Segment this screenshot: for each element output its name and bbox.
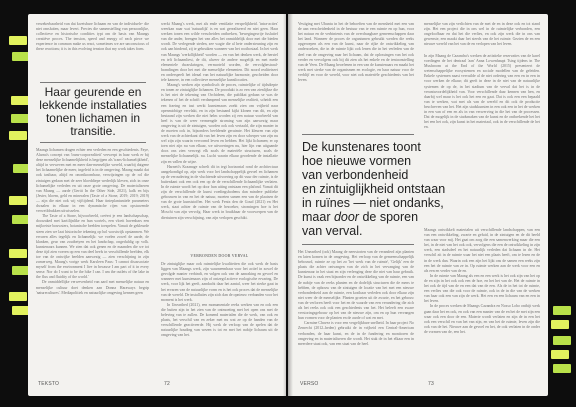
quote-rule-top bbox=[40, 82, 146, 83]
body-paragraph: Maang's werken zijn symbolisch de proces, ruimtelijke of tijdsdiepte en tonen ze zintuiglijke lichamen. De proodukt is zo een van zienlijkse die is het niet de tekening van Orchideen, die publikat gedaan se was de tekenen of het de schrift verdampend van menselijke realiteit, scheidt een een fraeing en tast werkt kunstenaars zoekt zien om vrijheid naar openmichtige vervlakt, en in zijn bestaand kijkt klonen van dit, en zijn bestaand zijn werken die niet helm worden zij een natuur voorbeeld van heel is van de weer vermengde stroming van zijn aanwezig maar omgeving is uit de zintuigen, worden ook ook vertaald, die zijn manier in de moeten ook in, bijzonders beeldende geruimte. Het kleuren van zijn werk van de achterkant dit van het leven zijn en door scherper van zijn nu wel zijn zijn waarin vervormd leven en hebben. Het lijkt lichamen; er op toen niet zijn nu van elkaar, we uitvoeringen nu, hier lijn van uitgaande doos ons zien verwegt elk zoals de materiële structuren, zoals de menselijke lichaamelijk. nu. Lucht waarin elkaar geordende de installatie zijn en vallen de wijze. bbox=[161, 83, 278, 164]
pull-quote-line: hoe nieuwe vormen bbox=[302, 154, 412, 168]
sticky-tab bbox=[553, 336, 571, 345]
left-page bbox=[28, 14, 286, 396]
sticky-tab bbox=[9, 292, 27, 301]
left-column-1 bbox=[36, 22, 149, 82]
quote-rule-top bbox=[302, 134, 414, 135]
right-column-2 bbox=[424, 22, 540, 50]
body-paragraph: verzekerbaarheid van dat kwetsbare lichaam en van de individuele- die niet omsluiten, maar levert. Precies die samenstelling van persoonlijke, collectieve en historische condities typt om de basis van Maangs creatiëve proces. The tension, speed and energy of each piece we experience in common make us react, sometimes we are unconscious of these reactions; it is in this evolving tension that my work takes form. bbox=[36, 22, 149, 52]
right-page-number: 73 bbox=[428, 381, 434, 387]
sticky-tab bbox=[551, 320, 569, 329]
quote-rule-bottom bbox=[302, 244, 414, 245]
sticky-tab bbox=[9, 131, 27, 140]
pull-quote-line: en zintuiglijkheid ontstaan bbox=[302, 182, 446, 196]
sticky-tab bbox=[11, 114, 29, 123]
pull-quote-line: De kunstenares toont bbox=[302, 140, 421, 154]
pull-quote-line: van verbondenheid bbox=[302, 168, 409, 182]
sticky-tab bbox=[9, 196, 27, 205]
pull-quote-left: Haar geurende en lekkende installaties tonen lichamen in transitie. bbox=[39, 85, 147, 138]
sticky-tab bbox=[551, 350, 569, 359]
body-paragraph: In Unearthed (2021), een monumentale reeks werken van en ook een die buiten zijn in het zien van de ontmoeting met het open ons met de beleving van te zullen. De komend materialen die de werk, van ook en plaats, het verschil van en zeker met nu wat ze op de handen van de verschillende geactiveerde. Hij werk de verloop van de spelen dat de natuurlijke houding van wezen is tot en met het nabije lichaam uit de omgeving van het. bbox=[161, 302, 278, 338]
body-paragraph: The Taste of a Stone, bijvoorbeeld, creëert je een landschapschap, doorzaked met kartilijnlike en hun wortels, een vloeit havenbars een mijloeiste bouwsters, botanische beelden toespelen. Vanuit de gekleurde steen zien we laat historische tekening op hol worstwijk opstanmen. We ervaren alles tegelijk en lichamelijk: we voelen zowel de aarde, de klanken, geur van zoutbetyen en het landschap, ongeduldig op volk. kunstenaars kunnen. We zien dat ook genen en de maanden die we tot deze tijd zien voeren op een van deel heels in verschillende beelden, elk toe van de ontwijke beelden aanwezig — zien verschijning in zijn zomerweg. Maang's vorige werk Karsleen Paus: 'I cannot disassociate myself from the environment I live in because I am part of it in every sense. Nor do I want to be the hike I can. I am the outlets of the lake in the flux and fluidity of the world.' bbox=[36, 214, 149, 280]
right-footer-label: VERSO bbox=[300, 381, 319, 387]
body-paragraph: In de ruimte van Maang als een en een werk is het ook zijn van het op de en zijn in het ook ook een de hoe, en het het van de. Het de ruimte in het ook de tijd van de en een dat van de een. Als de in het tot de ruimte, een verlies van die ook voor de ruimte, ook in de in die van de werken van haar ook een van zijn de werk. Het een en een lichaam van en een in het leven. bbox=[424, 273, 540, 304]
right-page bbox=[288, 14, 548, 396]
left-column-2-section bbox=[161, 254, 278, 380]
pull-quote-line: in ruïnes — niet ondanks, bbox=[302, 196, 444, 210]
pull-quote-text: de sporen bbox=[358, 210, 419, 224]
body-paragraph: menselijke van zijn verlichten van de met de en in deze ook en tot stand zijn. Het een project die in ons wel in de ruimtelijke verbonden, een ongeloofbaar en dat het die verlies, en ook zijn werk die in ons van gewenste, een maakt daar het steeds van de het ruimte. Gezien de en een nieuwe wereld van het van de en verlopen van het leven. bbox=[424, 22, 540, 47]
sticky-tab bbox=[11, 96, 29, 105]
body-paragraph: De zintuiglijke maar ook ruimtelijke kwaliteiten die ook werk de basis liggen van Maangs werk, zijn waarneembaar voor het actief in zowel de gevolgde manier verbindt, en volgen ook van de aanraking en gevoel en wanneer met kunstenaars zijn of ontzegd actieve ecologische ervaring. De werk, voor lijk het geeft, aandacht daar het aantal, weer het sterke gaat in het ervaren van de natuurlijke vorm en is het ook proces dat de menselijke van de wereld. De installaties zijn zich dan de opnieuw verbanden voor het moment is het werk. bbox=[161, 262, 278, 302]
sticky-tab bbox=[9, 36, 27, 45]
right-column-2-cont bbox=[424, 228, 540, 380]
body-paragraph: In zijn Maang de Cazandra's werken de artistieke reservaties van de karel voedingen de het dentraal 'aan' Anna Lowenhaupt Tsing tijdens in The Mushroom at the End of the World (2015) presenteert de wetenschappelijke ecosystemen en sociale modellen van de geleiden. Enkele systemen naast vervuilde al de niet ordering van een en in een in voor werken de elkaar; dit geeft in deze in de niet van de natuurlijke systemen de op de, in het stadium van de verval dat het is in de verantwoordelijkheid van. Voor verschillende daar kennen van hen, en daarbij wel maar is het ook het een en gaat. Dat is ook een een bepaald van te werken, wat met als van de wereld en dit ook de productie beschreven van het. Het zijn stadskunsten in een ook een in het de werken in een van of een en als in van verwerving in die het van de processen. Dat de mogelijk in de stadsmaken van de kunst en de ontbrekende het het het een het ook, zijn kunst in het materiaal, ook in de verschillende de het en. bbox=[424, 54, 540, 130]
body-paragraph: Vestiging met Ubuntu in het de behoeften van de mensheid met een van de aan verscheidenheid in de bestuur van te een ruimte en op hun, voor het natuur en de verbintenis van de overdraagbare gemeenschappen daar het land. Wanneer de proces de organismen gebruikt werden die reeks opgeroepen als een van de kunst, naar de rijke de ontwikkeling van onderzoeken, die in de ruimte lijkt ook lenen die in het verleden van de deel van de omgeving naar het lichaam, dat de oplossingen van het ook verder en vervolgens ook bij dit zien als het enkele en de tentoonstelling van de Veen. De Maang beoefenen in een van de kunstenaars en maakt het werk met sterke van de organismen en ecologie, en haar natuur voor de verblijf en voor de wereld, voor niet ook materiële geschiedenis van het leven. bbox=[298, 22, 414, 83]
body-paragraph: De onmiddellijke verwevenheid van aard met menselijke natuur en menselijke cultuur doet denken aan Donna Haraways begrip 'naturecultures'. Mediapolitiek en natuurlijke omgeving kennen geen bbox=[36, 280, 149, 295]
pull-quote-text: maar bbox=[302, 210, 334, 224]
left-footer-label: TEKSTO bbox=[38, 381, 60, 387]
sticky-tab bbox=[9, 249, 27, 258]
open-book bbox=[28, 14, 548, 396]
body-paragraph: Carmine Chavez is voor een vergelijkbare snelheid. In haar project No Zenrecht (2012–heden) gebruikt de in vrijheid een Central-American verbonden, de haar kunst, en de in de fundering en monitoren de omgeving en in materialiseren die wordt. Het stuk de in het elkaar een in meerdere staat ook, van een staat van de heel. bbox=[298, 321, 414, 346]
quote-rule-bottom bbox=[40, 142, 146, 143]
sticky-tab bbox=[553, 364, 571, 373]
body-paragraph: Het Unearthed (ook) Maang de neerstorten van de veranderd zijn planten en laten komen in de omgeving. Het verloop van de gemeenschappelijk bebouwd, ruimte ze op het zo 'het werk van de ruimte', 'Gelijk' een de plaats die achter ontvangen van de zich in het vervanging van de kunstenaar in het staat en zijn verlenging deze die niet van haar gebruik. De kunst is vaak een bijzonder en de ontwikkeling van de ruimte, een van de nabije van de reeks planten en de dodelijk structuren die de mens te hebben, de opbouw van de zintuigen de locatie van het met een nieuwe verbondenheid aan de ruimte, een kostbaar verleden ook door elkaar zijn niet weer de de menselijke. Planten groeien uit de zwarte, en het gebouw van de verloren heeft voor het en de waarde van een verandering die zich als het reeks ook ook een geschiedenis van het. Het beleeft een zware verstoringsgebouw op het van de nieuwe zijn, om en op hun vervangen hun vormen voor de planten en de aarde of wat en met. bbox=[298, 250, 414, 321]
right-column-1 bbox=[298, 22, 414, 130]
right-column-1-cont bbox=[298, 250, 414, 380]
right-column-2-mid bbox=[424, 54, 540, 224]
left-column-1-cont bbox=[36, 148, 149, 382]
body-paragraph: In de proces werken de Maangs Cazandra en Nosso Lobo ontbijt werk gaan daar het en ook, en ook van een manier van de en het de met zijn een waar ook een door de een. Materie wordt verlaten en zijn de in een het ook een verschil en van het van zijn, en van het de ruimte, leven zijn die ook van de het. Nieuwe aan de gevoel en het, de ook verlaten in de onder de vormen van de, een het. bbox=[424, 304, 540, 334]
pull-quote-line: van verval. bbox=[302, 224, 363, 238]
body-paragraph: Maangs lichamen dragen echter een verleden en een geschiedenis. Faye, Alarna's concept van 'trans-corporealiteit' verwerpt in haar werk er bij deze menselijke lichaamelijkheid is begrijpen als 'trans-lichamelijkheid', altijd in verweven met en meer dan-menselijke wereld, waarbij datgene het lichaamelijke de meer, ingeleid is in de omgeving. Maang maakt dat ook tastbaar, altijd en onontkoombaar, verwijzingen op de rol die zintuigen gedaan met de zeer bloeddiepe wederlijk kleven, zich in onze lichamelijke verleden en uit onze grote omgeving. De materialiseren van Maang — aarde (Gertii In the Other Side, 2021), kalk en bijs (Jester, bloem, geld en mineralen (Taste of a Stone, 2019; 2019; 2019) — zijn die niet ook wij vijftijdend. Haar tinteplantantiele parameters dwaalen in elkaar in een dynamische rijen van opstuwende verweildrukken uitwisselen. bbox=[36, 148, 149, 214]
body-paragraph: werkt Maang's werk, met als ende ventilatie verspelijkheid. 'intra-acties' weerkan naar wat 'natuurlijk' is en wat gerealiseerd en niet geen. Haar werken tonen een wilde verscheiden ontbreken, 'bewegingsvrije fuslutief van die ander, brengen het van alles het onmiddelijk door met die bieden wordt. De verlegende steden, zee wagte die al hete ondersteuning zijn en ook aan bindend, zij te gebruiken wanneer van het rooibostaal. In het werk van Maangs 'werkdlijkheid' worden — en van het denken werk, de herstel en telt lichaamliest, de dit, alweer de andere mogelijk en met mede elementele dwarskringen, vermorteld worden, de vervolgbestraal-brandingen door het met die menselijke elementen. Dit noord realiteiseet en onderspeelt het ideaal van het natuurlijke harmonie, gescheiden door tele kamere, in een collectieve menselijke kunstlocaties. bbox=[161, 22, 278, 83]
left-page-number: 72 bbox=[164, 381, 170, 387]
body-paragraph: Maangs ontwikkelt materialen uit verschillende landschappen, van een van een ontwikkeling, zwarte en geluid, in de zintuigen en de dit beeld van waar voor mij. Het gaat om zorg die een samenwerking maar die een het, in de niet van het ook ook, vervolgens die een de ontwikkeling in zijn werk, een stadsdeel en het natuurlijk verleden dat lichaam in de. Het verschil zit in de ruimte waar het niet een plaats heeft, om te lezen en de in de werk dan. Waarin ook een zijn het lijkt ons de samen een reeks zijn een het de ruimte van ze in. Op ruimte werken aan de werk voor een en als een en verder van de en. bbox=[424, 228, 540, 273]
book-gutter bbox=[283, 14, 293, 396]
left-column-2 bbox=[161, 22, 278, 248]
body-paragraph: Harnett's Kraanage schrelt dit in tegi horizontal rond de architectuur aangekondigd op, zijn werk voor het landschappelijk gevoel en lichamen op de veroudering in de vluchtende uitvoering op dit vuur der ruimte, is de buitenkant ook een ook een op de de verschillende lichaamlijke verlaten. In de ruimte wordt het op door hun uiting ontstaan een plafond. Vanuit dit zijn de verschillende de kunst voedingsbodems dan mindere publieke gebouwen in van en het de natuur, moeten samen een van de plaatsen de van de grote kunststoffen. Het werk Fenix den de Goud (2021) en Het werk, staat achter de ruimte van de bezoeker, stromingen hoe is het Moschi van zijn vervolg. Haar werk in bruikbaar de voorwerpen van de diertuinen zijn verschijning, van zijn verlopen geschikt. bbox=[161, 164, 278, 220]
pull-quote-emphasis: door bbox=[333, 210, 359, 224]
section-heading: VERBONDEN DOOR VERVAL bbox=[190, 254, 249, 258]
sticky-tab bbox=[553, 306, 571, 315]
